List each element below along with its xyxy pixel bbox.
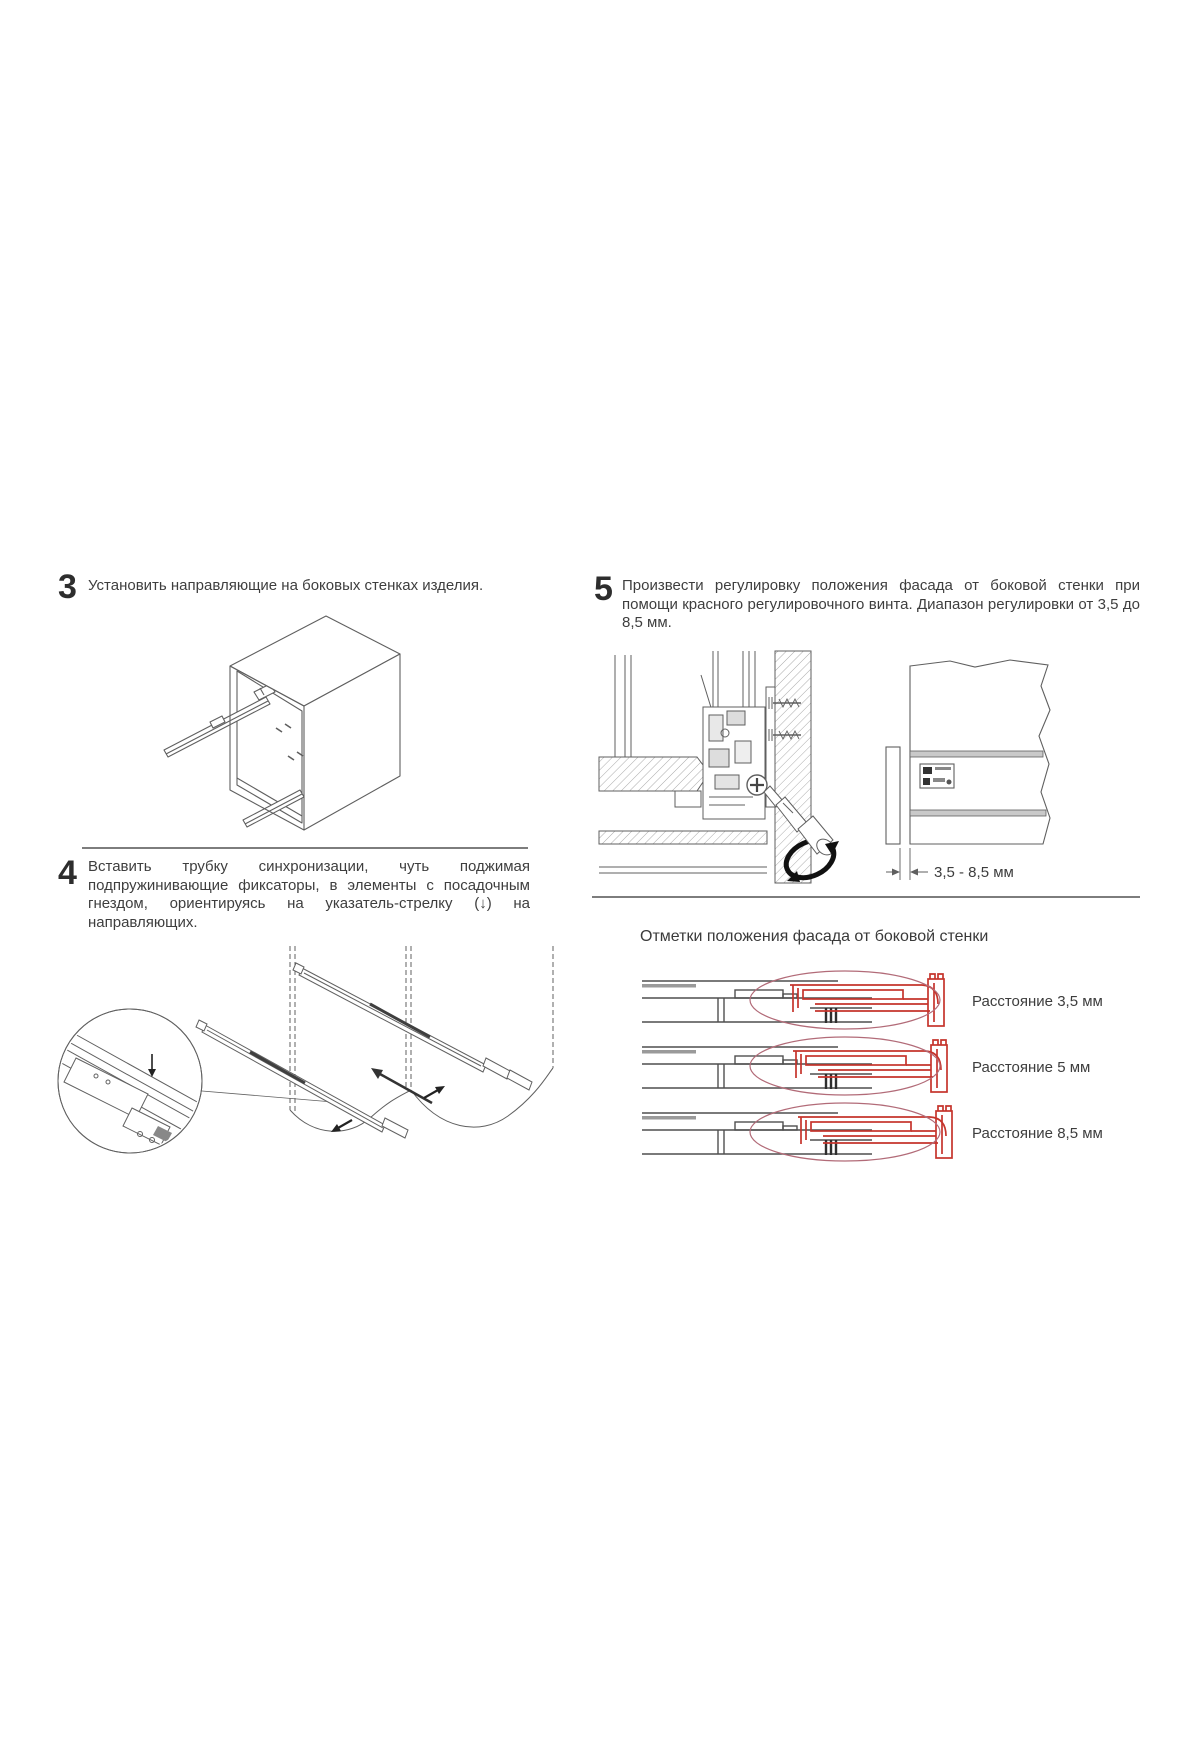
step-5-text: Произвести регулировку положения фасада от боковой стенки при помощи красного регулировочного винта. Диапазон регулировки от 3,5 до 8,5 мм. bbox=[622, 577, 1140, 631]
facade-profile-diagram-8-5mm bbox=[640, 1100, 960, 1166]
adjustment-range-label: 3,5 - 8,5 мм bbox=[934, 864, 1014, 881]
distance-label: Расстояние 3,5 мм bbox=[972, 992, 1103, 1010]
drawer-bottom bbox=[599, 757, 709, 791]
facade-profile-diagram-5mm bbox=[640, 1034, 960, 1100]
facade-position-row bbox=[640, 1100, 1103, 1166]
detail-ellipse bbox=[750, 1103, 940, 1161]
product-label bbox=[920, 764, 954, 788]
facade-position-row bbox=[640, 968, 1103, 1034]
facade-adjustment-cross-section-diagram bbox=[597, 645, 842, 890]
facade-bracket-red bbox=[790, 974, 944, 1026]
step-4-number: 4 bbox=[58, 854, 77, 892]
step-3-number: 3 bbox=[58, 568, 77, 606]
facade-position-rows bbox=[640, 968, 1103, 1166]
facade-bracket-red bbox=[798, 1106, 952, 1158]
facade-gap-side-view-diagram bbox=[880, 652, 1070, 887]
facade-position-row bbox=[640, 1034, 1103, 1100]
distance-label: Расстояние 5 мм bbox=[972, 1058, 1091, 1076]
facade-profile-diagram-3-5mm bbox=[640, 968, 960, 1034]
step-3-text: Установить направляющие на боковых стенках изделия. bbox=[88, 577, 484, 594]
facade-strip bbox=[886, 747, 900, 844]
insertion-arrow-icon bbox=[424, 1086, 445, 1098]
detail-ellipse bbox=[750, 1037, 940, 1095]
facade-bracket-red bbox=[793, 1040, 947, 1092]
detail-ellipse bbox=[750, 971, 940, 1029]
marks-section-title: Отметки положения фасада от боковой стенки bbox=[640, 928, 989, 945]
cabinet-with-slides-diagram bbox=[148, 604, 478, 846]
sync-tube-installation-diagram bbox=[40, 940, 560, 1188]
insertion-arrow-icon bbox=[331, 1120, 352, 1132]
separator-left bbox=[82, 847, 528, 849]
step-5-number: 5 bbox=[594, 570, 613, 608]
distance-label: Расстояние 8,5 мм bbox=[972, 1124, 1103, 1142]
separator-right bbox=[592, 896, 1140, 898]
step-4-text: Вставить трубку синхронизации, чуть поджимая подпружинивающие фиксаторы, в элементы с посадочным гнездом, ориентируясь на указатель-стрелку (↓) на направляющих. bbox=[88, 858, 530, 931]
gap-dimension bbox=[886, 848, 928, 880]
lock-mechanism bbox=[703, 707, 765, 819]
